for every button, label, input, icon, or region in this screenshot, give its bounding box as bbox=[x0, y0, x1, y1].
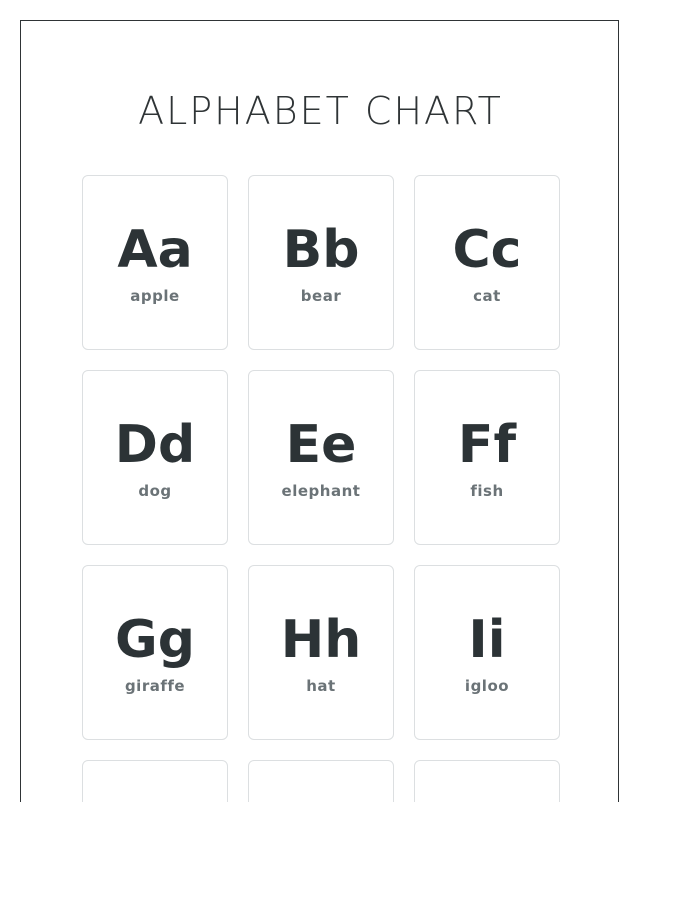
card-word: hat bbox=[306, 677, 336, 695]
card-word: cat bbox=[473, 287, 501, 305]
card-word: giraffe bbox=[124, 677, 186, 695]
card-word: fish bbox=[470, 482, 504, 500]
alphabet-card-partial bbox=[82, 760, 228, 802]
card-letter: Hh bbox=[280, 610, 362, 670]
alphabet-card-h bbox=[248, 565, 394, 740]
alphabet-card-b bbox=[248, 175, 394, 350]
alphabet-card-d bbox=[82, 370, 228, 545]
card-word: igloo bbox=[464, 677, 510, 695]
alphabet-card-c bbox=[414, 175, 560, 350]
card-word: bear bbox=[300, 287, 342, 305]
card-word: apple bbox=[130, 287, 180, 305]
card-letter: Ff bbox=[457, 415, 517, 475]
card-letter: Cc bbox=[452, 220, 522, 280]
card-letter: Ii bbox=[468, 610, 506, 670]
alphabet-card-e bbox=[248, 370, 394, 545]
page-frame bbox=[20, 20, 619, 802]
card-letter: Dd bbox=[114, 415, 196, 475]
alphabet-card-f bbox=[414, 370, 560, 545]
alphabet-card-partial bbox=[414, 760, 560, 802]
alphabet-card-a bbox=[82, 175, 228, 350]
alphabet-card-grid bbox=[82, 175, 560, 802]
card-word: dog bbox=[138, 482, 172, 500]
alphabet-card-g bbox=[82, 565, 228, 740]
alphabet-card-i bbox=[414, 565, 560, 740]
card-letter: Gg bbox=[115, 610, 195, 670]
card-letter: Ee bbox=[285, 415, 357, 475]
card-letter: Aa bbox=[117, 220, 193, 280]
alphabet-card-partial bbox=[248, 760, 394, 802]
page-title: ALPHABET CHART bbox=[138, 89, 503, 133]
card-word: elephant bbox=[281, 482, 361, 500]
card-letter: Bb bbox=[282, 220, 360, 280]
